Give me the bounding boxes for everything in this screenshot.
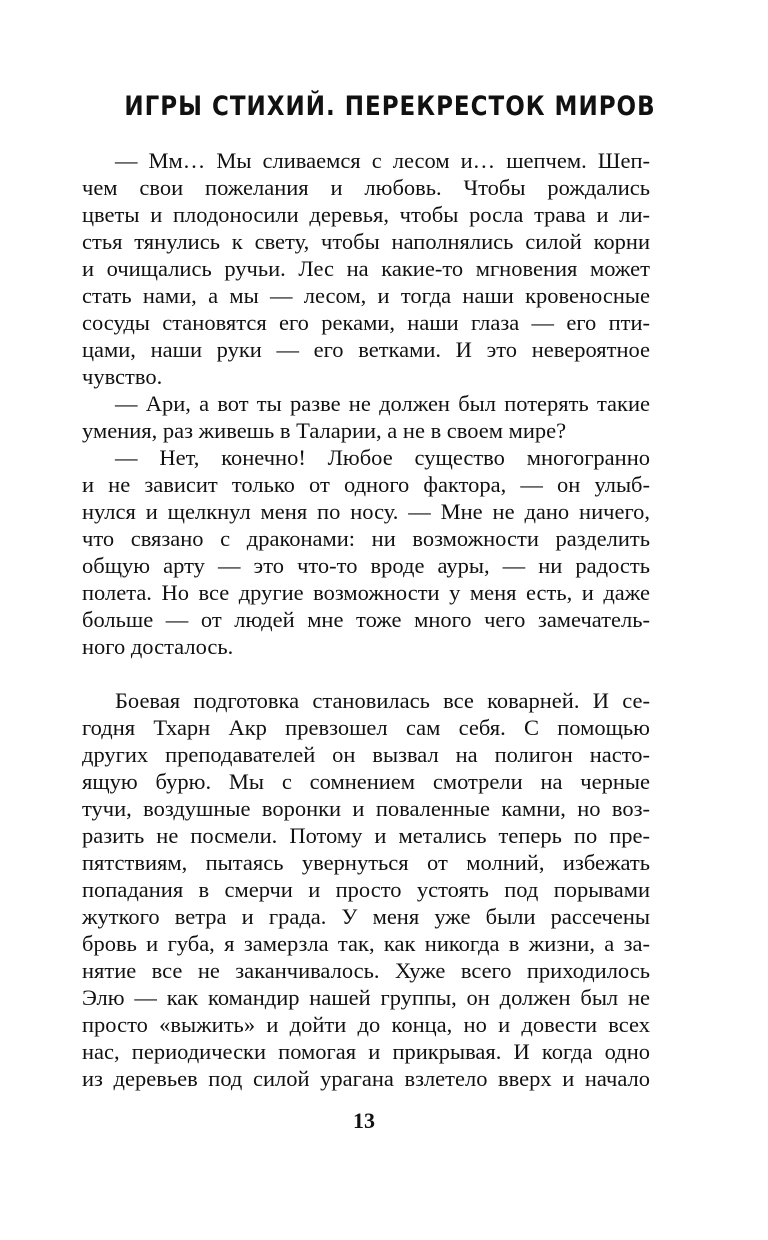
text-line: общую арту — это что-то вроде ауры, — ни радость <box>82 553 650 578</box>
text-line: годня Тхарн Акр превзошел сам себя. С помощью <box>82 715 650 740</box>
text-line: нулся и щелкнул меня по носу. — Мне не дано ничего, <box>82 499 650 524</box>
text-line: бровь и губа, я замерзла так, как никогда в жизни, а за- <box>82 931 650 956</box>
text-line: — Нет, конечно! Любое существо многогранно <box>115 445 650 470</box>
text-line: и не зависит только от одного фактора, — он улыб- <box>82 472 650 497</box>
page-number: 13 <box>353 1108 375 1133</box>
text-line: ящую бурю. Мы с сомнением смотрели на черные <box>82 769 650 794</box>
text-line: умения, раз живешь в Таларии, а не в своем мире? <box>82 418 567 443</box>
text-line: — Ари, а вот ты разве не должен был потерять такие <box>115 391 650 416</box>
text-line: стать нами, а мы — лесом, и тогда наши кровеносные <box>82 283 650 308</box>
text-line: нас, периодически помогая и прикрывая. И когда одно <box>82 1039 650 1064</box>
text-line: что связано с драконами: ни возможности разделить <box>82 526 650 551</box>
text-line: тучи, воздушные воронки и поваленные камни, но воз- <box>82 796 650 821</box>
text-line: ного досталось. <box>82 634 234 659</box>
text-line: полета. Но все другие возможности у меня есть, и даже <box>82 580 650 605</box>
running-title: ИГРЫ СТИХИЙ. ПЕРЕКРЕСТОК МИРОВ <box>124 92 656 122</box>
text-line: других преподавателей он вызвал на полигон насто- <box>82 742 650 767</box>
text-line: и очищались ручьи. Лес на какие-то мгновения может <box>82 256 650 281</box>
text-line: чем свои пожелания и любовь. Чтобы рождались <box>82 175 650 200</box>
text-line: попадания в смерчи и просто устоять под порывами <box>82 877 650 902</box>
text-line: пятствиям, пытаясь увернуться от молний, избежать <box>82 850 650 875</box>
text-line: нятие все не заканчивалось. Хуже всего приходилось <box>82 958 650 983</box>
text-line: Элю — как командир нашей группы, он должен был не <box>82 985 650 1010</box>
text-line: чувство. <box>82 364 163 389</box>
text-line: цветы и плодоносили деревья, чтобы росла трава и ли- <box>82 202 650 227</box>
text-line: — Мм… Мы сливаемся с лесом и… шепчем. Шеп- <box>115 148 650 173</box>
text-line: разить не посмели. Потому и метались теперь по пре- <box>82 823 650 848</box>
text-line: цами, наши руки — его ветками. И это невероятное <box>82 337 650 362</box>
text-line: из деревьев под силой урагана взлетело вверх и начало <box>82 1066 650 1091</box>
text-line: сосуды становятся его реками, наши глаза — его пти- <box>82 310 650 335</box>
text-line: просто «выжить» и дойти до конца, но и довести всех <box>82 1012 650 1037</box>
text-line: Боевая подготовка становилась все коварней. И се- <box>115 688 650 713</box>
text-line: жуткого ветра и града. У меня уже были рассечены <box>82 904 650 929</box>
text-line: стья тянулись к свету, чтобы наполнялись силой корни <box>82 229 650 254</box>
text-line: больше — от людей мне тоже много чего замечатель- <box>82 607 650 632</box>
